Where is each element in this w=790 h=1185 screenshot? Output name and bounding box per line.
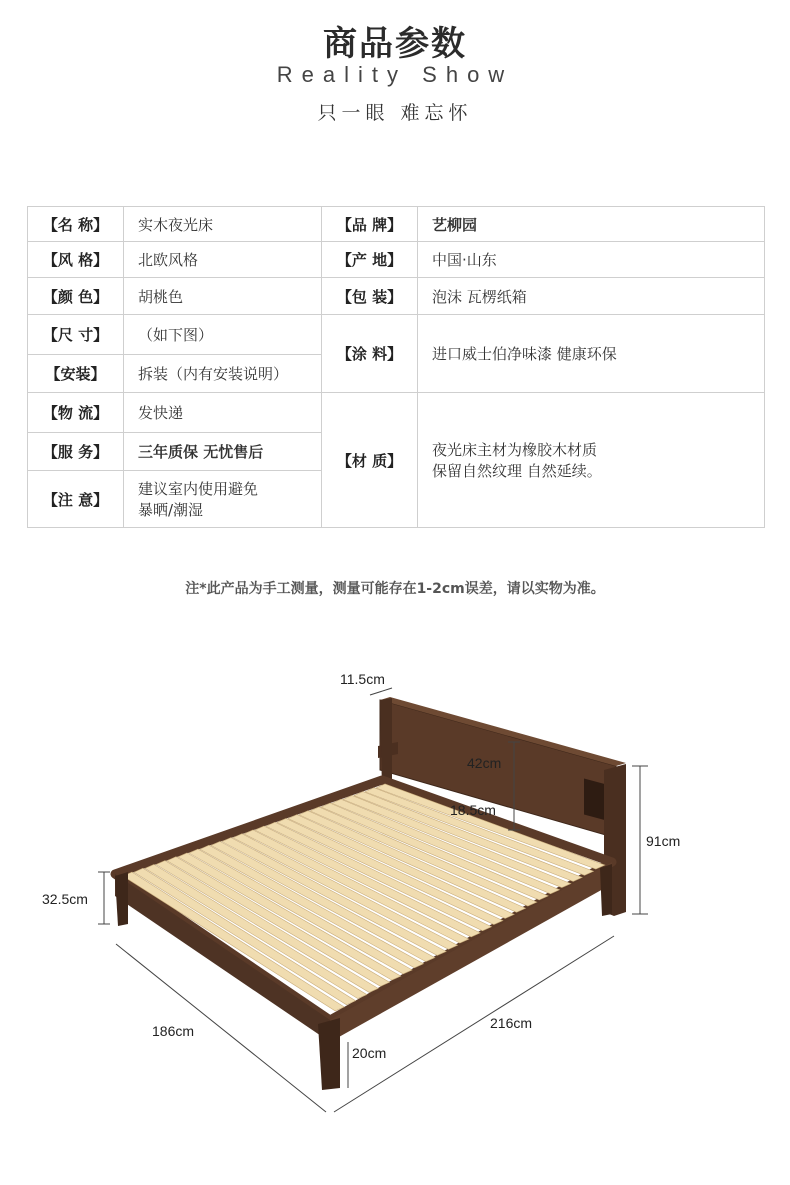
bed-dimension-diagram [0,640,790,1185]
logistics-value: 发快递 [124,393,322,433]
size-value: （如下图） [124,315,322,355]
headboard-slot [584,778,606,820]
right-leg [600,864,612,916]
brand-value: 艺柳园 [418,207,765,242]
notice-label: 【注 意】 [28,471,124,528]
page-title: 商品参数 [323,24,467,64]
notice-line-1: 建议室内使用避免 [138,480,259,498]
material-value [418,393,765,528]
size-label: 【尺 寸】 [28,315,124,355]
origin-value: 中国·山东 [418,242,765,278]
brand-label: 【品 牌】 [322,207,418,242]
english-subtitle: Reality Show [276,62,514,87]
service-value: 三年质保 无忧售后 [124,433,322,471]
paint-value: 进口威士伯净味漆 健康环保 [418,315,765,393]
origin-label: 【产 地】 [322,242,418,278]
width-label: 186cm [152,1023,195,1039]
name-label: 【名 称】 [28,207,124,242]
notice-value [124,471,322,528]
slogan: 只一眼 难忘怀 [317,102,473,124]
measurement-note: 注*此产品为手工测量，测量可能存在1-2cm误差，请以实物为准。 [185,581,605,597]
material-line-1: 夜光床主材为橡胶木材质 [432,441,598,459]
slat-group [123,784,605,1011]
service-label: 【服 务】 [28,433,124,471]
package-value: 泡沫 瓦楞纸箱 [418,278,765,315]
material-label: 【材 质】 [322,393,418,528]
style-label: 【风 格】 [28,242,124,278]
leg-height-label: 20cm [352,1045,387,1061]
shelf-depth-label: 18.5cm [450,802,496,818]
install-value: 拆装（内有安装说明） [124,355,322,393]
install-label: 【安装】 [28,355,124,393]
front-leg [318,1018,340,1090]
side-rail-height-label: 32.5cm [42,891,88,907]
total-height-label: 91cm [646,833,681,849]
style-value: 北欧风格 [124,242,322,278]
left-leg [115,872,128,926]
color-value: 胡桃色 [124,278,322,315]
name-value: 实木夜光床 [124,207,322,242]
length-label: 216cm [490,1015,533,1031]
color-label: 【颜 色】 [28,278,124,315]
headboard-thickness-label: 11.5cm [340,671,385,687]
notice-line-2: 暴晒/潮湿 [138,501,204,519]
package-label: 【包 装】 [322,278,418,315]
parameter-table [27,206,765,528]
logistics-label: 【物 流】 [28,393,124,433]
shelf-height-label: 42cm [467,755,502,771]
material-line-2: 保留自然纹理 自然延续。 [432,462,602,480]
paint-label: 【涂 料】 [322,315,418,393]
